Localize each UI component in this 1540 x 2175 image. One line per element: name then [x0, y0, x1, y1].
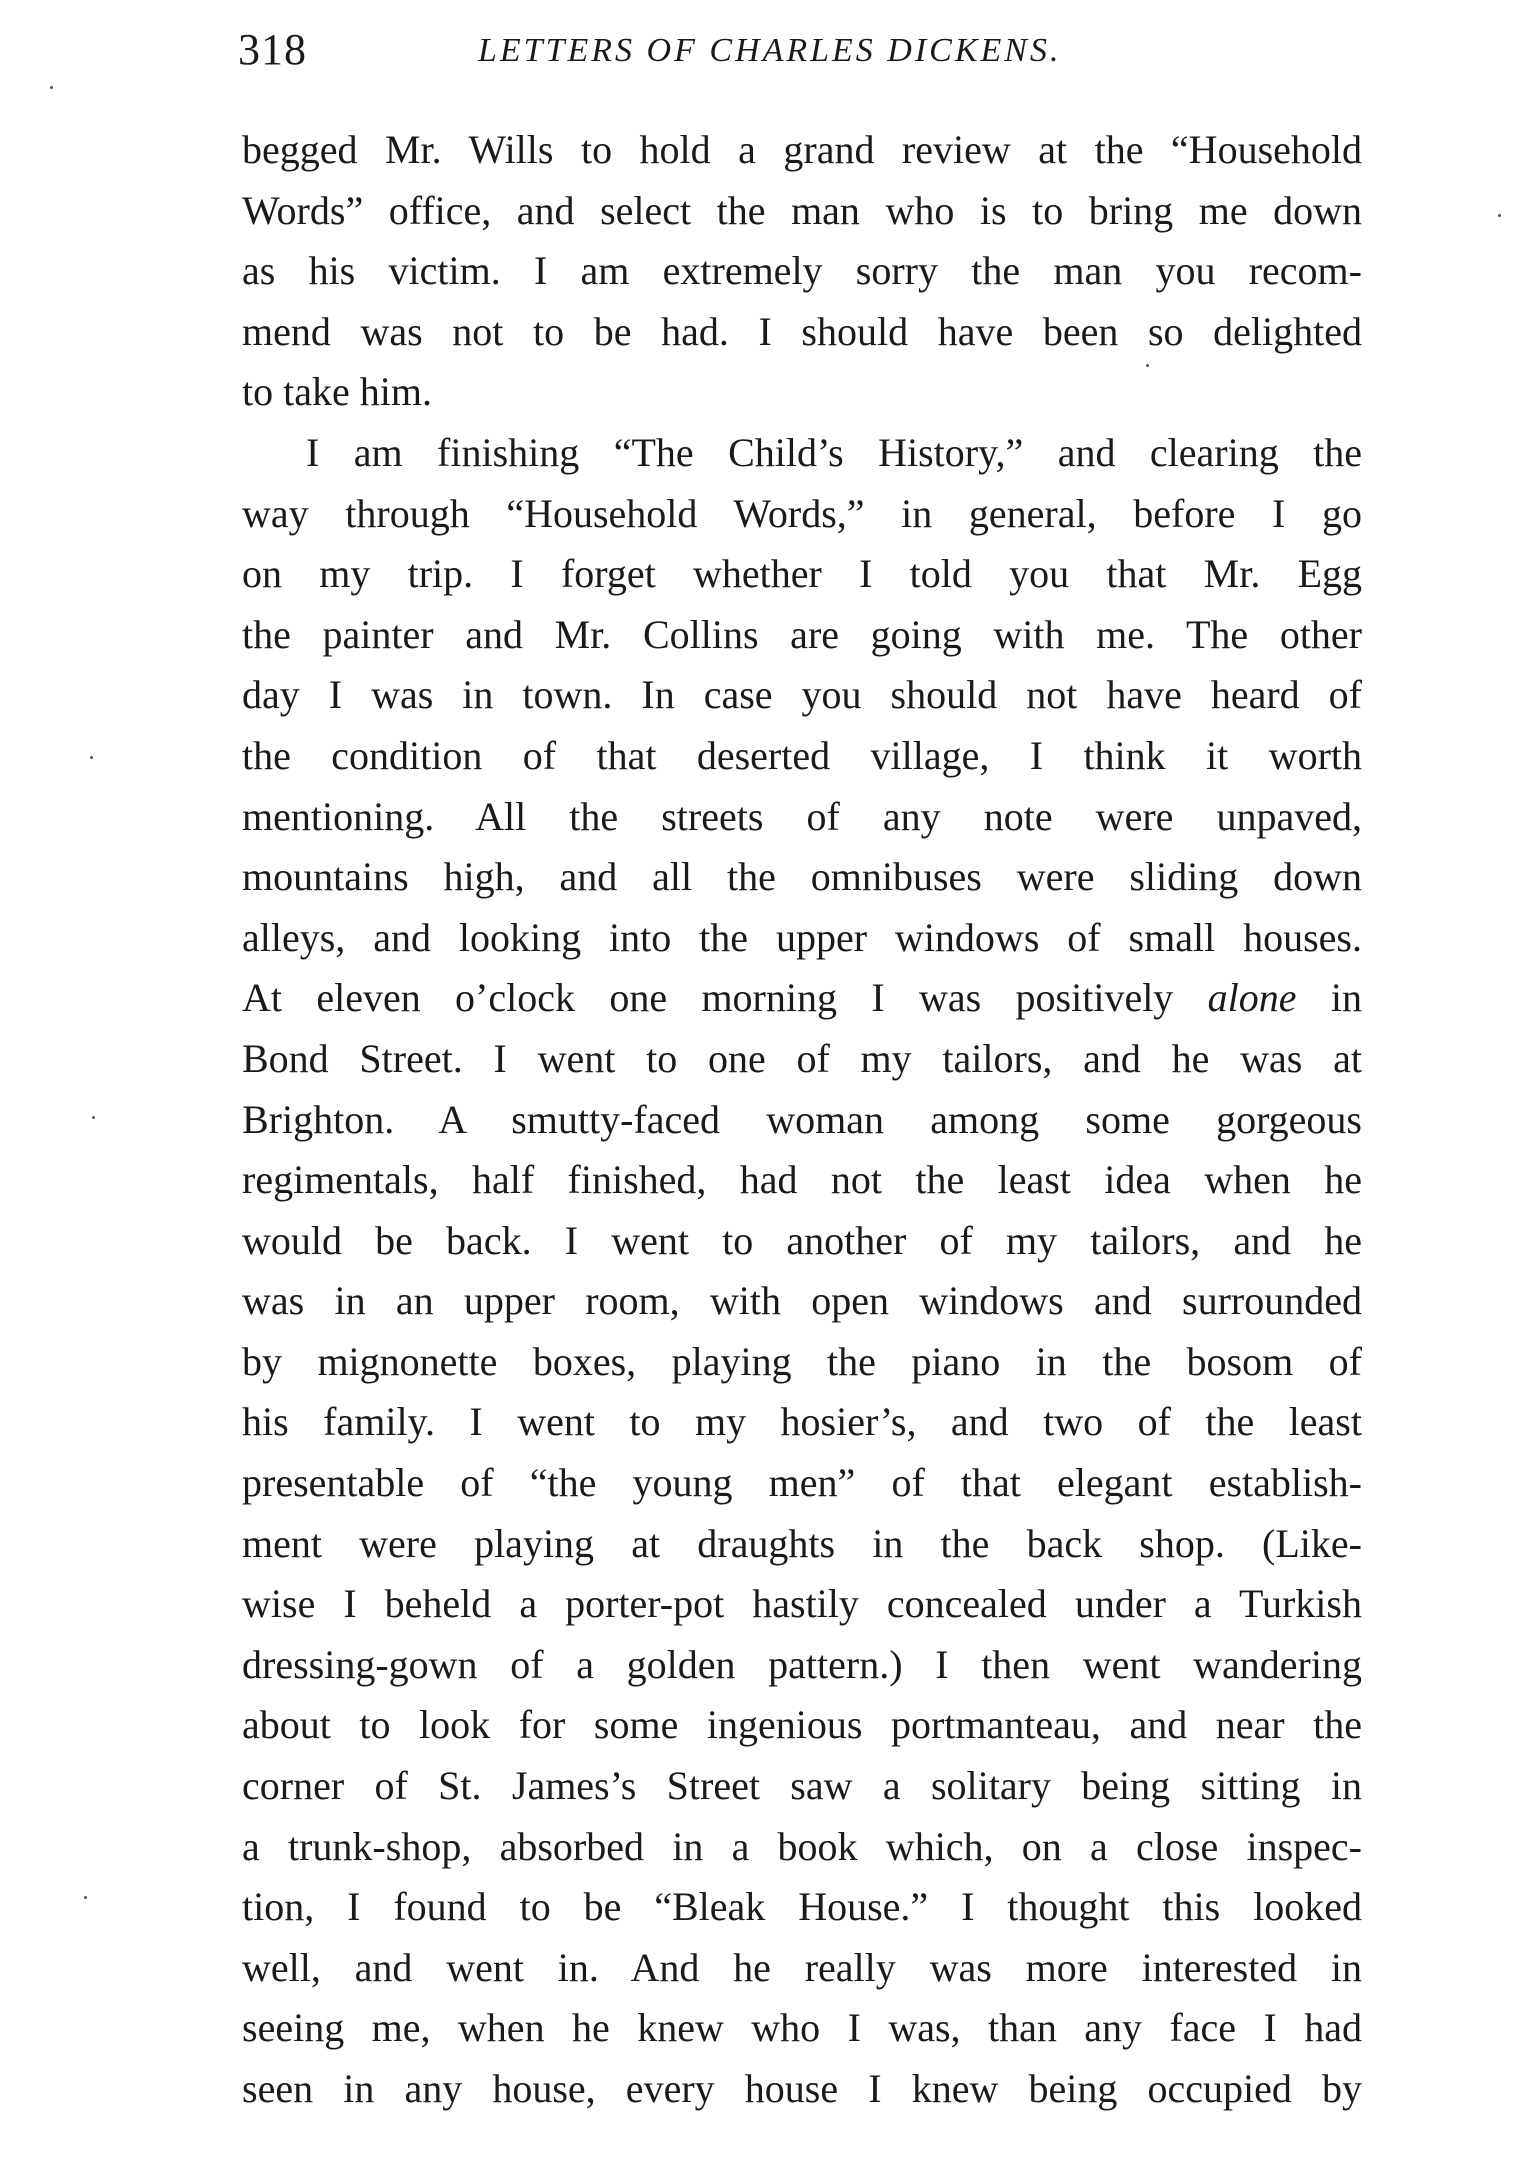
text-line: mentioning. All the streets of any note were unpaved, — [242, 793, 1362, 839]
text-line: seen in any house, every house I knew being occupied by — [242, 2066, 1362, 2111]
text-line: ment were playing at draughts in the back shop. (Like- — [242, 1520, 1362, 1566]
text-line: Brighton. A smutty-faced woman among some gorgeous — [242, 1096, 1362, 1142]
text-line: the painter and Mr. Collins are going with me. The other — [242, 611, 1362, 657]
scan-speck — [50, 86, 53, 89]
text-line: his family. I went to my hosier’s, and two of the least — [242, 1399, 1362, 1445]
text-line: was in an upper room, with open windows and surrounded — [242, 1278, 1362, 1324]
text-line: Bond Street. I went to one of my tailors, and he was at — [242, 1035, 1362, 1081]
text-line: regimentals, half finished, had not the least idea when he — [242, 1157, 1362, 1203]
text-line: seeing me, when he knew who I was, than any face I had — [242, 2005, 1362, 2051]
text-line: on my trip. I forget whether I told you that Mr. Egg — [242, 551, 1362, 597]
text-line-emphasis — [242, 968, 1362, 1029]
text-line: tion, I found to be “Bleak House.” I thought this looked — [242, 1884, 1362, 1930]
text-line: dressing-gown of a golden pattern.) I then went wandering — [242, 1641, 1362, 1687]
scan-speck — [1146, 364, 1149, 367]
text-line: alleys, and looking into the upper windows of small houses. — [242, 914, 1362, 960]
text-line: presentable of “the young men” of that elegant establish- — [242, 1460, 1362, 1506]
text-line: corner of St. James’s Street saw a solitary being sitting in — [242, 1763, 1362, 1809]
letter-body — [242, 120, 1362, 2120]
scan-speck — [90, 756, 93, 759]
text-line: mend was not to be had. I should have been so delighted — [242, 308, 1362, 354]
text-line: well, and went in. And he really was more interested in — [242, 1944, 1362, 1990]
text-line: wise I beheld a porter-pot hastily concealed under a Turkish — [242, 1581, 1362, 1627]
text-line: mountains high, and all the omnibuses were sliding down — [242, 854, 1362, 900]
text-line: the condition of that deserted village, I think it worth — [242, 732, 1362, 778]
text-line: by mignonette boxes, playing the piano in the bosom of — [242, 1338, 1362, 1384]
text-line: a trunk-shop, absorbed in a book which, on a close inspec- — [242, 1823, 1362, 1869]
text-line: would be back. I went to another of my tailors, and he — [242, 1217, 1362, 1263]
running-title: LETTERS OF CHARLES DICKENS. — [478, 32, 1062, 69]
emphasis-word: alone — [1207, 975, 1297, 1021]
text-line: begged Mr. Wills to hold a grand review at the “Household — [242, 127, 1362, 172]
scan-speck — [1498, 214, 1501, 217]
scan-speck — [92, 1116, 95, 1119]
text-line: as his victim. I am extremely sorry the man you recom- — [242, 248, 1362, 294]
text-line: I am finishing “The Child’s History,” and clearing the — [306, 429, 1362, 475]
scan-speck — [84, 1896, 87, 1899]
page-number: 318 — [238, 25, 307, 74]
text-segment: in — [1330, 975, 1362, 1021]
text-line: about to look for some ingenious portmanteau, and near the — [242, 1702, 1362, 1748]
text-line: way through “Household Words,” in general, before I go — [242, 490, 1362, 536]
text-segment: At eleven o’clock one morning I was positively — [242, 975, 1174, 1021]
text-line: day I was in town. In case you should not have heard of — [242, 672, 1362, 718]
text-line: to take him. — [242, 369, 432, 415]
running-head — [238, 24, 1358, 84]
text-line: Words” office, and select the man who is to bring me down — [242, 187, 1362, 233]
